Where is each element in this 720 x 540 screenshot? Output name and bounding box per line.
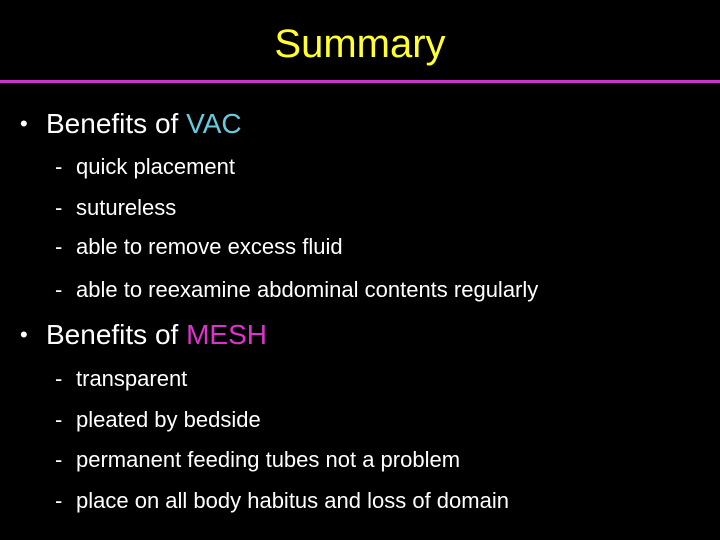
sub-item bbox=[55, 446, 460, 474]
bullet-benefits-vac bbox=[20, 107, 242, 141]
sub-marker: - bbox=[55, 407, 63, 432]
sub-marker: - bbox=[55, 488, 63, 513]
sub-item-text: transparent bbox=[76, 366, 188, 391]
sub-marker: - bbox=[55, 154, 63, 179]
sub-item bbox=[55, 365, 187, 393]
sub-item bbox=[55, 487, 509, 515]
bullet-highlight-vac: VAC bbox=[186, 108, 242, 139]
sub-item-text: able to remove excess fluid bbox=[76, 234, 343, 259]
sub-marker: - bbox=[55, 366, 63, 391]
sub-marker: - bbox=[55, 447, 63, 472]
sub-item-text: pleated by bedside bbox=[76, 407, 261, 432]
sub-item bbox=[55, 406, 261, 434]
slide-title: Summary bbox=[274, 22, 446, 66]
sub-item-text: sutureless bbox=[76, 195, 177, 220]
bullet-highlight-mesh: MESH bbox=[186, 319, 267, 350]
bullet-lead-text: Benefits of bbox=[46, 319, 187, 350]
title-divider bbox=[0, 80, 720, 83]
sub-item-text: place on all body habitus and loss of domain bbox=[76, 488, 509, 513]
sub-item-text: able to reexamine abdominal contents regularly bbox=[76, 277, 539, 302]
sub-item bbox=[55, 153, 235, 181]
bullet-marker: • bbox=[20, 111, 28, 136]
bullet-lead-text: Benefits of bbox=[46, 108, 187, 139]
sub-item bbox=[55, 276, 538, 304]
sub-item bbox=[55, 233, 343, 261]
sub-marker: - bbox=[55, 277, 63, 302]
bullet-marker: • bbox=[20, 322, 28, 347]
sub-item bbox=[55, 194, 176, 222]
sub-marker: - bbox=[55, 234, 63, 259]
sub-item-text: quick placement bbox=[76, 154, 235, 179]
sub-marker: - bbox=[55, 195, 63, 220]
sub-item-text: permanent feeding tubes not a problem bbox=[76, 447, 461, 472]
bullet-benefits-mesh bbox=[20, 318, 267, 352]
